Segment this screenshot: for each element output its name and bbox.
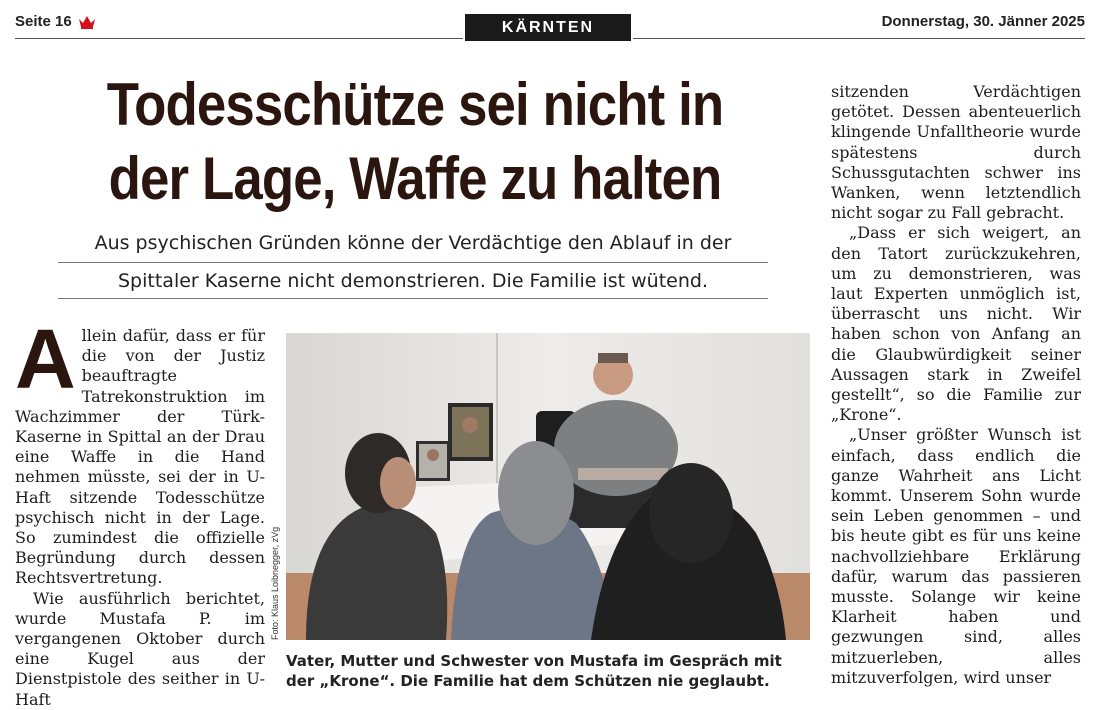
section-label: KÄRNTEN — [465, 14, 631, 41]
page-number — [15, 13, 96, 30]
paragraph-text: llein dafür, dass er für die von der Justiz beauftragte Tatrekonstruktion im Wachzimmer der Türk-Kaserne in Spittal an der Drau eine Waffe in die Hand nehmen müsste, sei der in U-Haft sitzende Todesschütze psychisch nicht in der Lage. So zumindest die offizielle Begründung durch dessen Rechtsvertretung. — [15, 326, 265, 588]
article-paragraph: sitzenden Verdächtigen getötet. Dessen abenteuerlich klingende Unfalltheorie wurde spätestens durch Schussgutachten schwer ins Wanken, wenn letztendlich nicht sogar zu Fall gebracht. — [831, 82, 1081, 223]
subheadline-line-2: Spittaler Kaserne nicht demonstrieren. Die Familie ist wütend. — [118, 270, 708, 292]
subheadline-line-1: Aus psychischen Gründen könne der Verdächtige den Ablauf in der — [94, 232, 732, 254]
article-paragraph: „Unser größter Wunsch ist einfach, dass endlich die ganze Wahrheit ans Licht kommt. Unserem Sohn wurde sein Leben genommen – und bis heute gibt es für uns keine nachvollziehbare Erklärung dafür, warum das passieren musste. Solange wir keine Klarheit haben und gezwungen sind, alles mitzuerleben, alles mitzuverfolgen, wird unser — [831, 425, 1081, 687]
caption-line-2: der „Krone“. Die Familie hat dem Schützen nie geglaubt. — [286, 672, 770, 690]
page-number-text: Seite 16 — [15, 13, 72, 30]
article-column-1 — [15, 312, 265, 710]
crown-icon — [78, 15, 96, 29]
family-meeting-photo — [286, 333, 810, 640]
header-rule-right — [633, 38, 1085, 39]
subheadline-rule-2 — [58, 298, 768, 299]
article-photo — [286, 333, 810, 640]
article-paragraph: „Dass er sich weigert, an den Tatort zurückzukehren, um zu demonstrieren, was laut Experten unmöglich ist, überrascht uns nicht. Wir haben schon von Anfang an die Glaubwürdigkeit seiner Aussagen stark in Zweifel gestellt“, so die Familie zur „Krone“. — [831, 223, 1081, 425]
drop-cap: A — [15, 312, 76, 406]
header-rule-left — [15, 38, 463, 39]
article-paragraph: Wie ausführlich berichtet, wurde Mustafa P. im vergangenen Oktober durch eine Kugel aus der Dienstpistole des seither in U-Haft — [15, 588, 265, 709]
headline — [76, 68, 754, 216]
subheadline-rule-1 — [58, 262, 768, 263]
photo-caption — [286, 651, 810, 691]
photo-credit: Foto: Klaus Loibnegger, zVg — [270, 526, 280, 640]
headline-line-1: Todesschütze sei nicht in — [106, 71, 724, 138]
issue-date: Donnerstag, 30. Jänner 2025 — [881, 13, 1085, 30]
caption-line-1: Vater, Mutter und Schwester von Mustafa im Gespräch mit — [286, 652, 782, 670]
headline-line-2: der Lage, Waffe zu halten — [108, 145, 722, 212]
article-column-3 — [831, 82, 1081, 688]
article-paragraph — [15, 312, 265, 589]
